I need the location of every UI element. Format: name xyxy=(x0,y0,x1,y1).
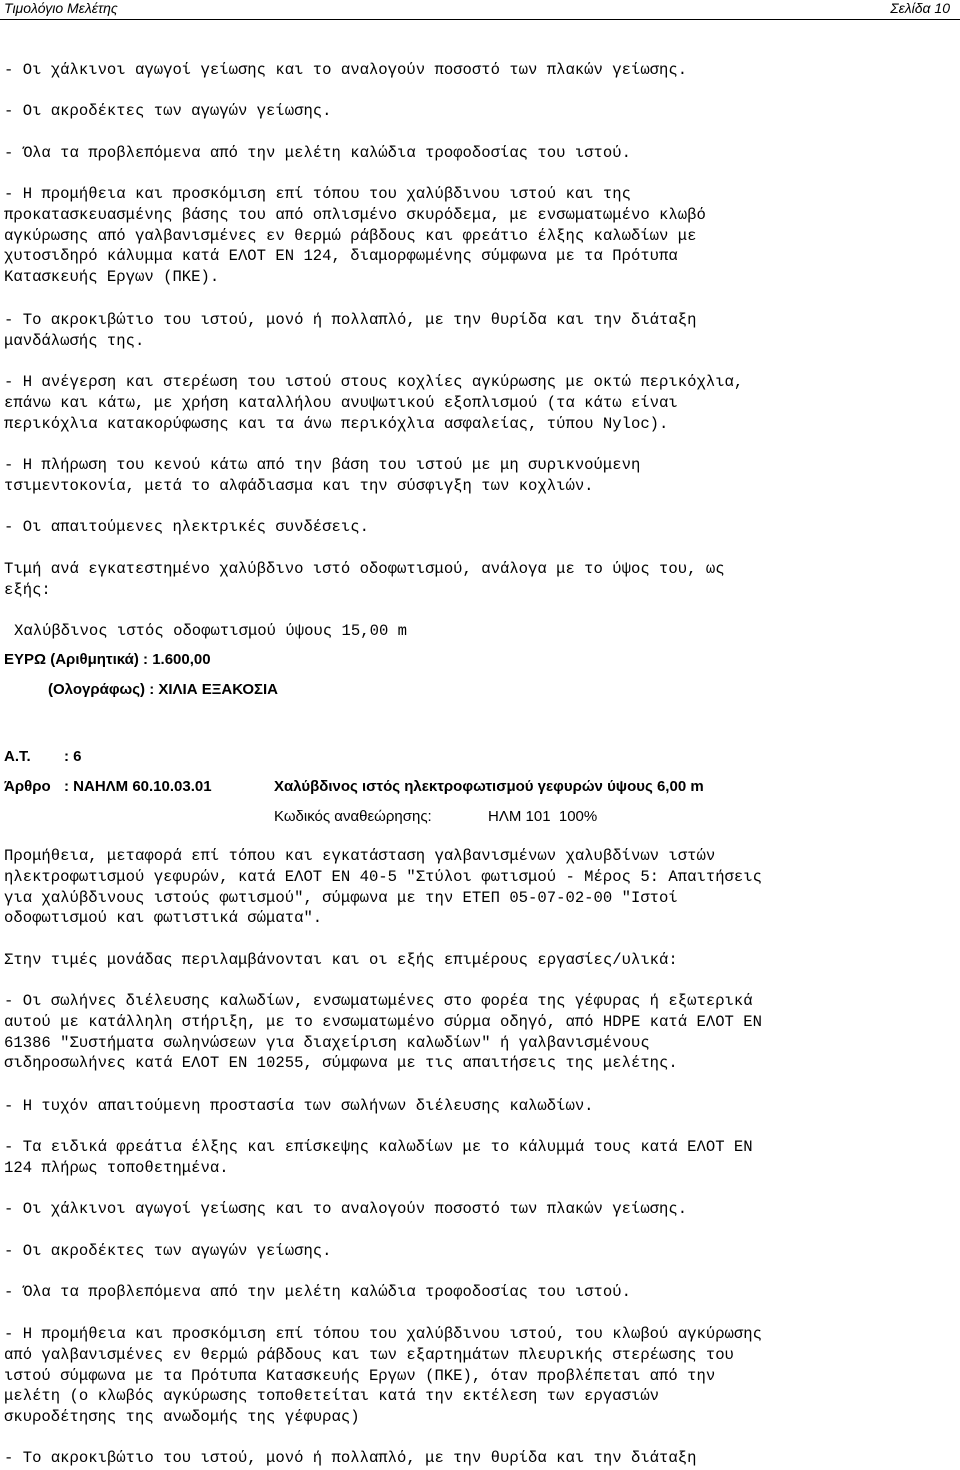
bullet-mast-supply-2: - Η προμήθεια και προσκόμιση επί τόπου του χαλύβδινου ιστού, του κλωβού αγκύρωσης από γαλβανισμένες εν θερμώ ράβδους και των εξαρτημάτων πλευρικής στερέωσης του ιστού σύμφωνα με τα Πρότυπα Κατασκευής Εργων (ΠΚΕ), όταν προβλέπεται από την μελέτη (ο κλωβός αγκύρωσης τοποθετείται κατά την εκτέλεση των εργασιών σκυροδέτησης της ανωδομής της γέφυρας) xyxy=(4,1325,762,1427)
paragraph-mast-supply: - Η προμήθεια και προσκόμιση επί τόπου του χαλύβδινου ιστού και της προκατασκευασμένης βάσης του από οπλισμένο σκυρόδεμα, με ενσωματωμένο κλωβό αγκύρωσης από γαλβανισμένες εν θερμώ ράβδους και φρεάτιο έλξης καλωδίων με χυτοσιδηρό κάλυμμα κατά ΕΛΟΤ ΕΝ 124, διαμορφωμένης σύμφωνα με τα Πρότυπα Κατασκευής Εργων (ΠΚΕ). xyxy=(4,185,706,287)
article-title: Χαλύβδινος ιστός ηλεκτροφωτισμού γεφυρών ύψους 6,00 m xyxy=(274,778,704,795)
bullet-grounding-terminals: - Οι ακροδέκτες των αγωγών γείωσης. xyxy=(4,102,332,120)
paragraph-bridge-mast-intro: Προμήθεια, μεταφορά επί τόπου και εγκατάσταση γαλβανισμένων χαλυβδίνων ιστών ηλεκτροφωτισμού γεφυρών, κατά ΕΛΟΤ ΕΝ 40-5 "Στύλοι φωτισμού - Μέρος 5: Απαιτήσεις για χαλύβδινους ιστούς φωτισμού", σύμφωνα με την ΕΤΕΠ 05-07-02-00 "Ιστοί οδοφωτισμού και φωτιστικά σώματα". xyxy=(4,847,762,928)
bullet-grounding-terminals-2: - Οι ακροδέκτες των αγωγών γείωσης. xyxy=(4,1242,332,1260)
paragraph-erection: - Η ανέγερση και στερέωση του ιστού στους κοχλίες αγκύρωσης με οκτώ περικόχλια, επάνω και κάτω, με χρήση καταλλήλου ανυψωτικού εξοπλισμού (τα κάτω είναι περικόχλια κατακορύφωσης και τα άνω περικόχλια ασφαλείας, τύπου Nyloc). xyxy=(4,373,744,433)
bullet-duct-protection: - Η τυχόν απαιτούμενη προστασία των σωλήνων διέλευσης καλωδίων. xyxy=(4,1097,594,1115)
paragraph-grouting: - Η πλήρωση του κενού κάτω από την βάση του ιστού με μη συρικνούμενη τσιμεντοκονία, μετά το αλφάδιασμα και την σύσφιγξη των κοχλιών. xyxy=(4,456,641,495)
paragraph-electrical-connections: - Οι απαιτούμενες ηλεκτρικές συνδέσεις. xyxy=(4,518,369,536)
bullet-supply-cables-2: - Όλα τα προβλεπόμενα από την μελέτη καλώδια τροφοδοσίας του ιστού. xyxy=(4,1283,631,1301)
article-code: : ΝΑΗΛΜ 60.10.03.01 xyxy=(64,778,212,795)
revision-label: Κωδικός αναθεώρησης: xyxy=(274,808,432,825)
article-label: Άρθρο xyxy=(4,778,51,795)
at-label: Α.Τ. xyxy=(4,748,31,765)
at-value: : 6 xyxy=(64,748,82,765)
bullet-cable-ducts: - Οι σωλήνες διέλευσης καλωδίων, ενσωματωμένες στο φορέα της γέφυρας ή εξωτερικά αυτού με κατάλληλη στήριξη, με το ενσωματωμένο σύρμα οδηγό, από HDPE κατά ΕΛΟΤ ΕΝ 61386 "Συστήματα σωληνώσεων για διαχείριση καλωδίων" ή γαλβανισμένους σιδηροσωλήνες κατά ΕΛΟΤ ΕΝ 10255, σύμφωνα με τις απαιτήσεις της μελέτης. xyxy=(4,992,762,1073)
bullet-grounding-conductors: - Οι χάλκινοι αγωγοί γείωσης και το αναλογούν ποσοστό των πλακών γείωσης. xyxy=(4,61,688,79)
revision-code: ΗΛΜ 101 100% xyxy=(488,808,598,825)
bullet-supply-cables: - Όλα τα προβλεπόμενα από την μελέτη καλώδια τροφοδοσίας του ιστού. xyxy=(4,144,631,162)
item-line: Χαλύβδινος ιστός οδοφωτισμού ύψους 15,00 m xyxy=(14,622,408,640)
page-header xyxy=(0,0,960,20)
document-title: Τιμολόγιο Μελέτης xyxy=(4,0,118,16)
paragraph-includes: Στην τιμές μονάδας περιλαμβάνονται και οι εξής επιμέρους εργασίες/υλικά: xyxy=(4,951,678,969)
price-numeric: ΕΥΡΩ (Αριθμητικά) : 1.600,00 xyxy=(4,651,211,668)
bullet-grounding-conductors-2: - Οι χάλκινοι αγωγοί γείωσης και το αναλογούν ποσοστό των πλακών γείωσης. xyxy=(4,1200,688,1218)
paragraph-price-basis: Τιμή ανά εγκατεστημένο χαλύβδινο ιστό οδοφωτισμού, ανάλογα με το ύψος του, ως εξής: xyxy=(4,560,725,599)
paragraph-terminal-box: - Το ακροκιβώτιο του ιστού, μονό ή πολλαπλό, με την θυρίδα και την διάταξη μανδάλωσής της. xyxy=(4,311,697,350)
page-number: Σελίδα 10 xyxy=(890,0,950,16)
price-words: (Ολογράφως) : ΧΙΛΙΑ ΕΞΑΚΟΣΙΑ xyxy=(48,681,279,698)
bullet-pull-pits: - Τα ειδικά φρεάτια έλξης και επίσκεψης καλωδίων με το κάλυμμά τους κατά ΕΛΟΤ ΕΝ 124 πλήρως τοποθετημένα. xyxy=(4,1138,753,1177)
bullet-terminal-box-2: - Το ακροκιβώτιο του ιστού, μονό ή πολλαπλό, με την θυρίδα και την διάταξη xyxy=(4,1449,697,1467)
